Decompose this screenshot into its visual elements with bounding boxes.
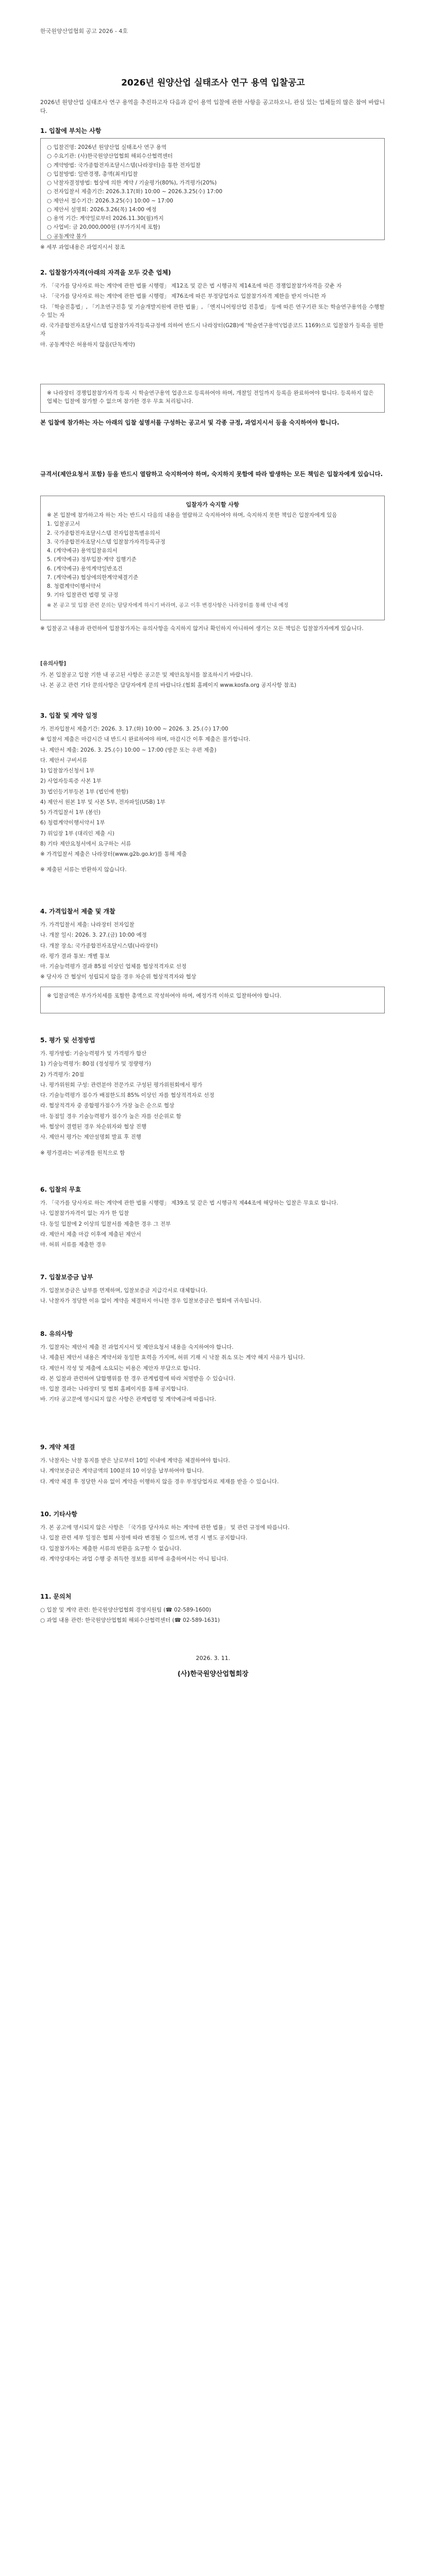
list-item: ○ 입찰 및 계약 관련: 한국원양산업협회 경영지원팀 (☎ 02-589-1600) xyxy=(40,1607,211,1613)
list-item: ※ 입찰서 제출은 마감시간 내 반드시 완료하여야 하며, 마감시간 이후 제출은 불가합니다. xyxy=(40,736,251,743)
section-5-heading: 5. 평가 및 선정방법 xyxy=(40,1037,95,1044)
list-item: 6) 청렴계약이행서약서 1부 xyxy=(40,820,105,826)
section-5-list xyxy=(40,1048,386,1143)
section-6-heading: 6. 입찰의 무효 xyxy=(40,1186,81,1193)
list-item: 나. 「국가를 당사자로 하는 계약에 관한 법률 시행령」 제76조에 따른 부정당업자로 입찰참가자격 제한을 받지 아니한 자 xyxy=(40,293,326,300)
list-item: 라. 본 입찰과 관련하여 담합행위를 한 경우 관계법령에 따라 처벌받을 수 있습니다. xyxy=(40,1375,236,1382)
checklist-item: 6. (계약예규) 용역계약일반조건 xyxy=(47,565,123,572)
checklist-item: ※ 본 입찰에 참가하고자 하는 자는 반드시 다음의 내용을 열람하고 숙지하여야 하며, 숙지하지 못한 책임은 입찰자에게 있음 xyxy=(47,512,337,519)
section-2-box-text: ※ 나라장터 경쟁입찰참가자격 등록 시 학술연구용역 업종으로 등록하여야 하며, 개찰일 전일까지 등록을 완료하여야 합니다. 등록하지 않은 업체는 입찰에 참가할 수 없으며 참가한 경우 무효 처리됩니다. xyxy=(47,390,374,405)
list-item: 8) 기타 제안요청서에서 요구하는 서류 xyxy=(40,840,132,847)
list-item: 사. 제안서 평가는 제안설명회 발표 후 진행 xyxy=(40,1134,141,1141)
list-item: 마. 허위 서류를 제출한 경우 xyxy=(40,1242,107,1248)
checklist-note: ※ 본 공고 및 입찰 관련 문의는 담당자에게 하시기 바라며, 공고 이후 변경사항은 나라장터를 통해 안내 예정 xyxy=(47,602,289,608)
list-item: ○ 제안서 설명회: 2026.3.26(목) 14:00 예정 xyxy=(47,206,157,213)
list-item: 나. 제안서 제출: 2026. 3. 25.(수) 10:00 ~ 17:00 (방문 또는 우편 제출) xyxy=(40,747,217,753)
section-11-heading: 11. 문의처 xyxy=(40,1593,72,1600)
section-7-heading: 7. 입찰보증금 납부 xyxy=(40,1274,93,1281)
list-item: ○ 수요기관: (사)한국원양산업협회 해외수산협력센터 xyxy=(47,153,173,160)
list-item: 가. 입찰자는 제안서 제출 전 과업지시서 및 제안요청서 내용을 숙지하여야 합니다. xyxy=(40,1344,234,1350)
list-item: ○ 계약방법: 국가종합전자조달시스템(나라장터)을 통한 전자입찰 xyxy=(47,162,201,168)
list-item: 라. 평가 결과 통보: 개별 통보 xyxy=(40,953,110,959)
list-item: 가. 「국가를 당사자로 하는 계약에 관한 법률 시행령」 제12조 및 같은 법 시행규칙 제14조에 따른 경쟁입찰참가자격을 갖춘 자 xyxy=(40,283,342,289)
notice-number: 한국원양산업협회 공고 2026 - 4호 xyxy=(40,28,128,35)
list-item: 5) 가격입찰서 1부 (봉인) xyxy=(40,809,101,816)
list-item: 라. 협상적격자 중 종합평가점수가 가장 높은 순으로 협상 xyxy=(40,1103,174,1109)
list-item: 1) 기술능력평가: 80점 (정성평가 및 정량평가) xyxy=(40,1061,151,1067)
section-8-heading: 8. 유의사항 xyxy=(40,1330,73,1337)
section-2-checklist-box xyxy=(40,496,385,620)
section-1-heading: 1. 입찰에 부치는 사항 xyxy=(40,127,102,134)
list-item: 2) 사업자등록증 사본 1부 xyxy=(40,778,102,785)
list-item: 3) 법인등기부등본 1부 (법인에 한함) xyxy=(40,788,128,795)
list-item: 가. 본 입찰공고 입찰 기한 내 공고된 사항은 공고문 및 제안요청서를 참조하시기 바랍니다. xyxy=(40,672,253,678)
list-item: 다. 제안서 구비서류 xyxy=(40,757,88,764)
list-item: 1) 입찰참가신청서 1부 xyxy=(40,768,95,774)
section-2-heading: 2. 입찰참가자격(아래의 자격을 모두 갖춘 업체) xyxy=(40,269,171,276)
checklist-item: 2. 국가종합전자조달시스템 전자입찰특별유의서 xyxy=(47,530,160,536)
section-2-caution-head: [유의사항] xyxy=(40,660,67,667)
section-10-heading: 10. 기타사항 xyxy=(40,1511,77,1518)
section-6-list xyxy=(40,1198,386,1251)
list-item: 4) 제안서 원본 1부 및 사본 5부, 전자파일(USB) 1부 xyxy=(40,799,166,805)
checklist-item: 1. 입찰공고서 xyxy=(47,521,80,528)
list-item: 가. 가격입찰서 제출: 나라장터 전자입찰 xyxy=(40,922,135,928)
checklist-item: 4. (계약예규) 용역입찰유의서 xyxy=(47,548,118,554)
list-item: 2) 가격평가: 20점 xyxy=(40,1071,85,1078)
footer-date: 2026. 3. 11. xyxy=(195,1655,231,1662)
list-item: 가. 본 공고에 명시되지 않은 사항은 「국가를 당사자로 하는 계약에 관한 법률」 및 관련 규정에 따릅니다. xyxy=(40,1524,290,1531)
list-item: 다. 동일 입찰에 2 이상의 입찰서를 제출한 경우 그 전부 xyxy=(40,1221,171,1227)
list-item: ○ 입찰방법: 일반경쟁, 총액(최저)입찰 xyxy=(47,171,138,177)
list-item: 나. 제출된 제안서 내용은 계약서와 동일한 효력을 가지며, 허위 기재 시 낙찰 취소 또는 계약 해지 사유가 됩니다. xyxy=(40,1354,305,1361)
list-item: 마. 기술능력평가 결과 85점 이상인 업체를 협상적격자로 선정 xyxy=(40,963,187,970)
list-item: 바. 협상이 결렬된 경우 차순위자와 협상 진행 xyxy=(40,1123,146,1130)
list-item: ○ 사업비: 금 20,000,000원 (부가가치세 포함) xyxy=(47,224,160,231)
list-item: ○ 제안서 접수기간: 2026.3.25(수) 10:00 ~ 17:00 xyxy=(47,197,173,204)
section-2-highlight: 규격서(제안요청서 포함) 등을 반드시 열람하고 숙지하여야 하며, 숙지하지 못함에 따라 발생하는 모든 책임은 입찰자에게 있습니다. xyxy=(40,470,383,478)
list-item: 가. 낙찰자는 낙찰 통지를 받은 날로부터 10일 이내에 계약을 체결하여야 합니다. xyxy=(40,1458,230,1464)
list-item: 라. 제안서 제출 마감 이후에 제출된 제안서 xyxy=(40,1231,141,1238)
section-2-foot: ※ 입찰공고 내용과 관련하여 입찰참가자는 유의사항을 숙지하지 않거나 확인하지 아니하여 생기는 모든 책임은 입찰참가자에게 있습니다. xyxy=(40,625,364,632)
section-11-list xyxy=(40,1605,386,1627)
list-item: ※ 가격입찰서 제출은 나라장터(www.g2b.go.kr)를 통해 제출 xyxy=(40,851,187,858)
list-item: 다. 개찰 장소: 국가종합전자조달시스템(나라장터) xyxy=(40,942,158,949)
list-item: 나. 낙찰자가 정당한 이유 없이 계약을 체결하지 아니한 경우 입찰보증금은 협회에 귀속됩니다. xyxy=(40,1298,261,1304)
list-item: ○ 과업 내용 관련: 한국원양산업협회 해외수산협력센터 (☎ 02-589-1631) xyxy=(40,1617,220,1624)
section-9-heading: 9. 계약 체결 xyxy=(40,1444,75,1451)
list-item: 다. 기술능력평가 점수가 배점한도의 85% 이상인 자를 협상적격자로 선정 xyxy=(40,1092,215,1099)
list-item: ○ 전자입찰서 제출기간: 2026.3.17(화) 10:00 ~ 2026.3.25(수) 17:00 xyxy=(47,189,223,195)
list-item: 나. 입찰 관련 세부 일정은 협회 사정에 따라 변경될 수 있으며, 변경 시 별도 공지합니다. xyxy=(40,1535,248,1541)
list-item: 가. 평가방법: 기술능력평가 및 가격평가 합산 xyxy=(40,1050,147,1057)
list-item: 다. 계약 체결 후 정당한 사유 없이 계약을 이행하지 않을 경우 부정당업자로 제재를 받을 수 있습니다. xyxy=(40,1478,279,1485)
section-2-caution-list xyxy=(40,670,386,692)
footer-signer: (사)한국원양산업협회장 xyxy=(177,1670,249,1678)
list-item: 나. 입찰참가자격이 없는 자가 한 입찰 xyxy=(40,1210,129,1217)
list-item: ○ 입찰건명: 2026년 원양산업 실태조사 연구 용역 xyxy=(47,144,167,150)
checklist-item: 3. 국가종합전자조달시스템 입찰참가자격등록규정 xyxy=(47,538,166,545)
section-7-list xyxy=(40,1285,386,1308)
page-title: 2026년 원양산업 실태조사 연구 용역 입찰공고 xyxy=(121,78,305,88)
list-item: 라. 계약상대자는 과업 수행 중 취득한 정보를 외부에 유출하여서는 아니 됩니다. xyxy=(40,1555,228,1562)
list-item: 다. 제안서 작성 및 제출에 소요되는 비용은 제안자 부담으로 합니다. xyxy=(40,1365,201,1371)
intro-text: 2026년 원양산업 실태조사 연구 용역을 추진하고자 다음과 같이 용역 입찰에 관한 사항을 공고하오니, 관심 있는 업체들의 많은 참여 바랍니다. xyxy=(40,99,385,115)
section-1-box xyxy=(40,138,385,240)
section-9-list xyxy=(40,1455,386,1488)
list-item: 라. 국가종합전자조달시스템 입찰참가자격등록규정에 의하여 반드시 나라장터(G2B)에 '학술연구용역'(업종코드 1169)으로 입찰참가 등록을 필한 자 xyxy=(40,323,384,337)
section-1-note: ※ 세부 과업내용은 과업지시서 참조 xyxy=(40,244,125,250)
list-item: ○ 낙찰자결정방법: 협상에 의한 계약 / 기술평가(80%), 가격평가(20%) xyxy=(47,180,217,187)
list-item: 나. 본 공고 관련 기타 문의사항은 담당자에게 문의 바랍니다.(협회 홈페이지 www.kosfa.org 공지사항 참조) xyxy=(40,682,297,689)
checklist-item: 9. 기타 입찰관련 법령 및 규정 xyxy=(47,592,119,599)
checklist-item: 8. 청렴계약이행서약서 xyxy=(47,583,101,590)
list-item: 나. 평가위원회 구성: 관련분야 전문가로 구성된 평가위원회에서 평가 xyxy=(40,1081,203,1088)
list-item: 가. 전자입찰서 제출기간: 2026. 3. 17.(화) 10:00 ~ 2026. 3. 25.(수) 17:00 xyxy=(40,726,228,732)
section-10-list xyxy=(40,1522,386,1565)
section-8-list xyxy=(40,1342,386,1406)
section-5-note: ※ 평가결과는 비공개를 원칙으로 함 xyxy=(40,1150,125,1156)
section-3-note: ※ 제출된 서류는 반환하지 않습니다. xyxy=(40,867,127,873)
checklist-item: 7. (계약예규) 협상에의한계약체결기준 xyxy=(47,574,139,581)
list-item: 바. 기타 공고문에 명시되지 않은 사항은 관계법령 및 계약예규에 따릅니다. xyxy=(40,1396,217,1403)
section-4-heading: 4. 가격입찰서 제출 및 개찰 xyxy=(40,908,116,915)
section-4-list xyxy=(40,920,386,984)
section-2-notice: 본 입찰에 참가하는 자는 아래의 입찰 설명서를 구성하는 공고서 및 각종 규정, 과업지시서 등을 숙지하여야 합니다. xyxy=(40,419,339,426)
list-item: 7) 위임장 1부 (대리인 제출 시) xyxy=(40,830,114,837)
section-3-heading: 3. 입찰 및 계약 일정 xyxy=(40,712,97,719)
list-item: 다. 입찰참가자는 제출한 서류의 반환을 요구할 수 없습니다. xyxy=(40,1545,182,1552)
list-item: 마. 입찰 결과는 나라장터 및 협회 홈페이지를 통해 공지합니다. xyxy=(40,1386,188,1393)
list-item: 마. 공동계약은 허용하지 않음(단독계약) xyxy=(40,341,135,348)
list-item: 가. 입찰보증금은 납부를 면제하며, 입찰보증금 지급각서로 대체합니다. xyxy=(40,1287,208,1294)
list-item: 다. 「학술진흥법」, 「기초연구진흥 및 기술개발지원에 관한 법률」, 「엔지니어링산업 진흥법」 등에 따른 연구기관 또는 학술연구용역을 수행할 수 있는 자 xyxy=(40,303,385,318)
list-item: ○ 공동계약 불가 xyxy=(47,233,87,240)
list-item: 가. 「국가를 당사자로 하는 계약에 관한 법률 시행령」 제39조 및 같은 법 시행규칙 제44조에 해당하는 입찰은 무효로 합니다. xyxy=(40,1200,338,1206)
list-item: 나. 개찰 일시: 2026. 3. 27.(금) 10:00 예정 xyxy=(40,932,147,939)
list-item: ※ 당사자 간 협상이 성립되지 않을 경우 차순위 협상적격자와 협상 xyxy=(40,974,196,980)
section-4-box xyxy=(40,987,385,1013)
list-item: ○ 용역 기간: 계약일로부터 2026.11.30(월)까지 xyxy=(47,215,164,222)
section-2-box xyxy=(40,384,385,413)
list-item: 나. 계약보증금은 계약금액의 100분의 10 이상을 납부하여야 합니다. xyxy=(40,1468,204,1475)
section-3-list xyxy=(40,724,386,860)
section-2-list xyxy=(40,281,386,351)
list-item: 마. 동점일 경우 기술능력평가 점수가 높은 자를 선순위로 함 xyxy=(40,1113,182,1120)
checklist-item: 5. (계약예규) 정부입찰·계약 집행기준 xyxy=(47,556,137,563)
checklist-head: 입찰자가 숙지할 사항 xyxy=(186,501,239,508)
section-4-box-text: ※ 입찰금액은 부가가치세를 포함한 총액으로 작성하여야 하며, 예정가격 이하로 입찰하여야 합니다. xyxy=(47,993,282,999)
